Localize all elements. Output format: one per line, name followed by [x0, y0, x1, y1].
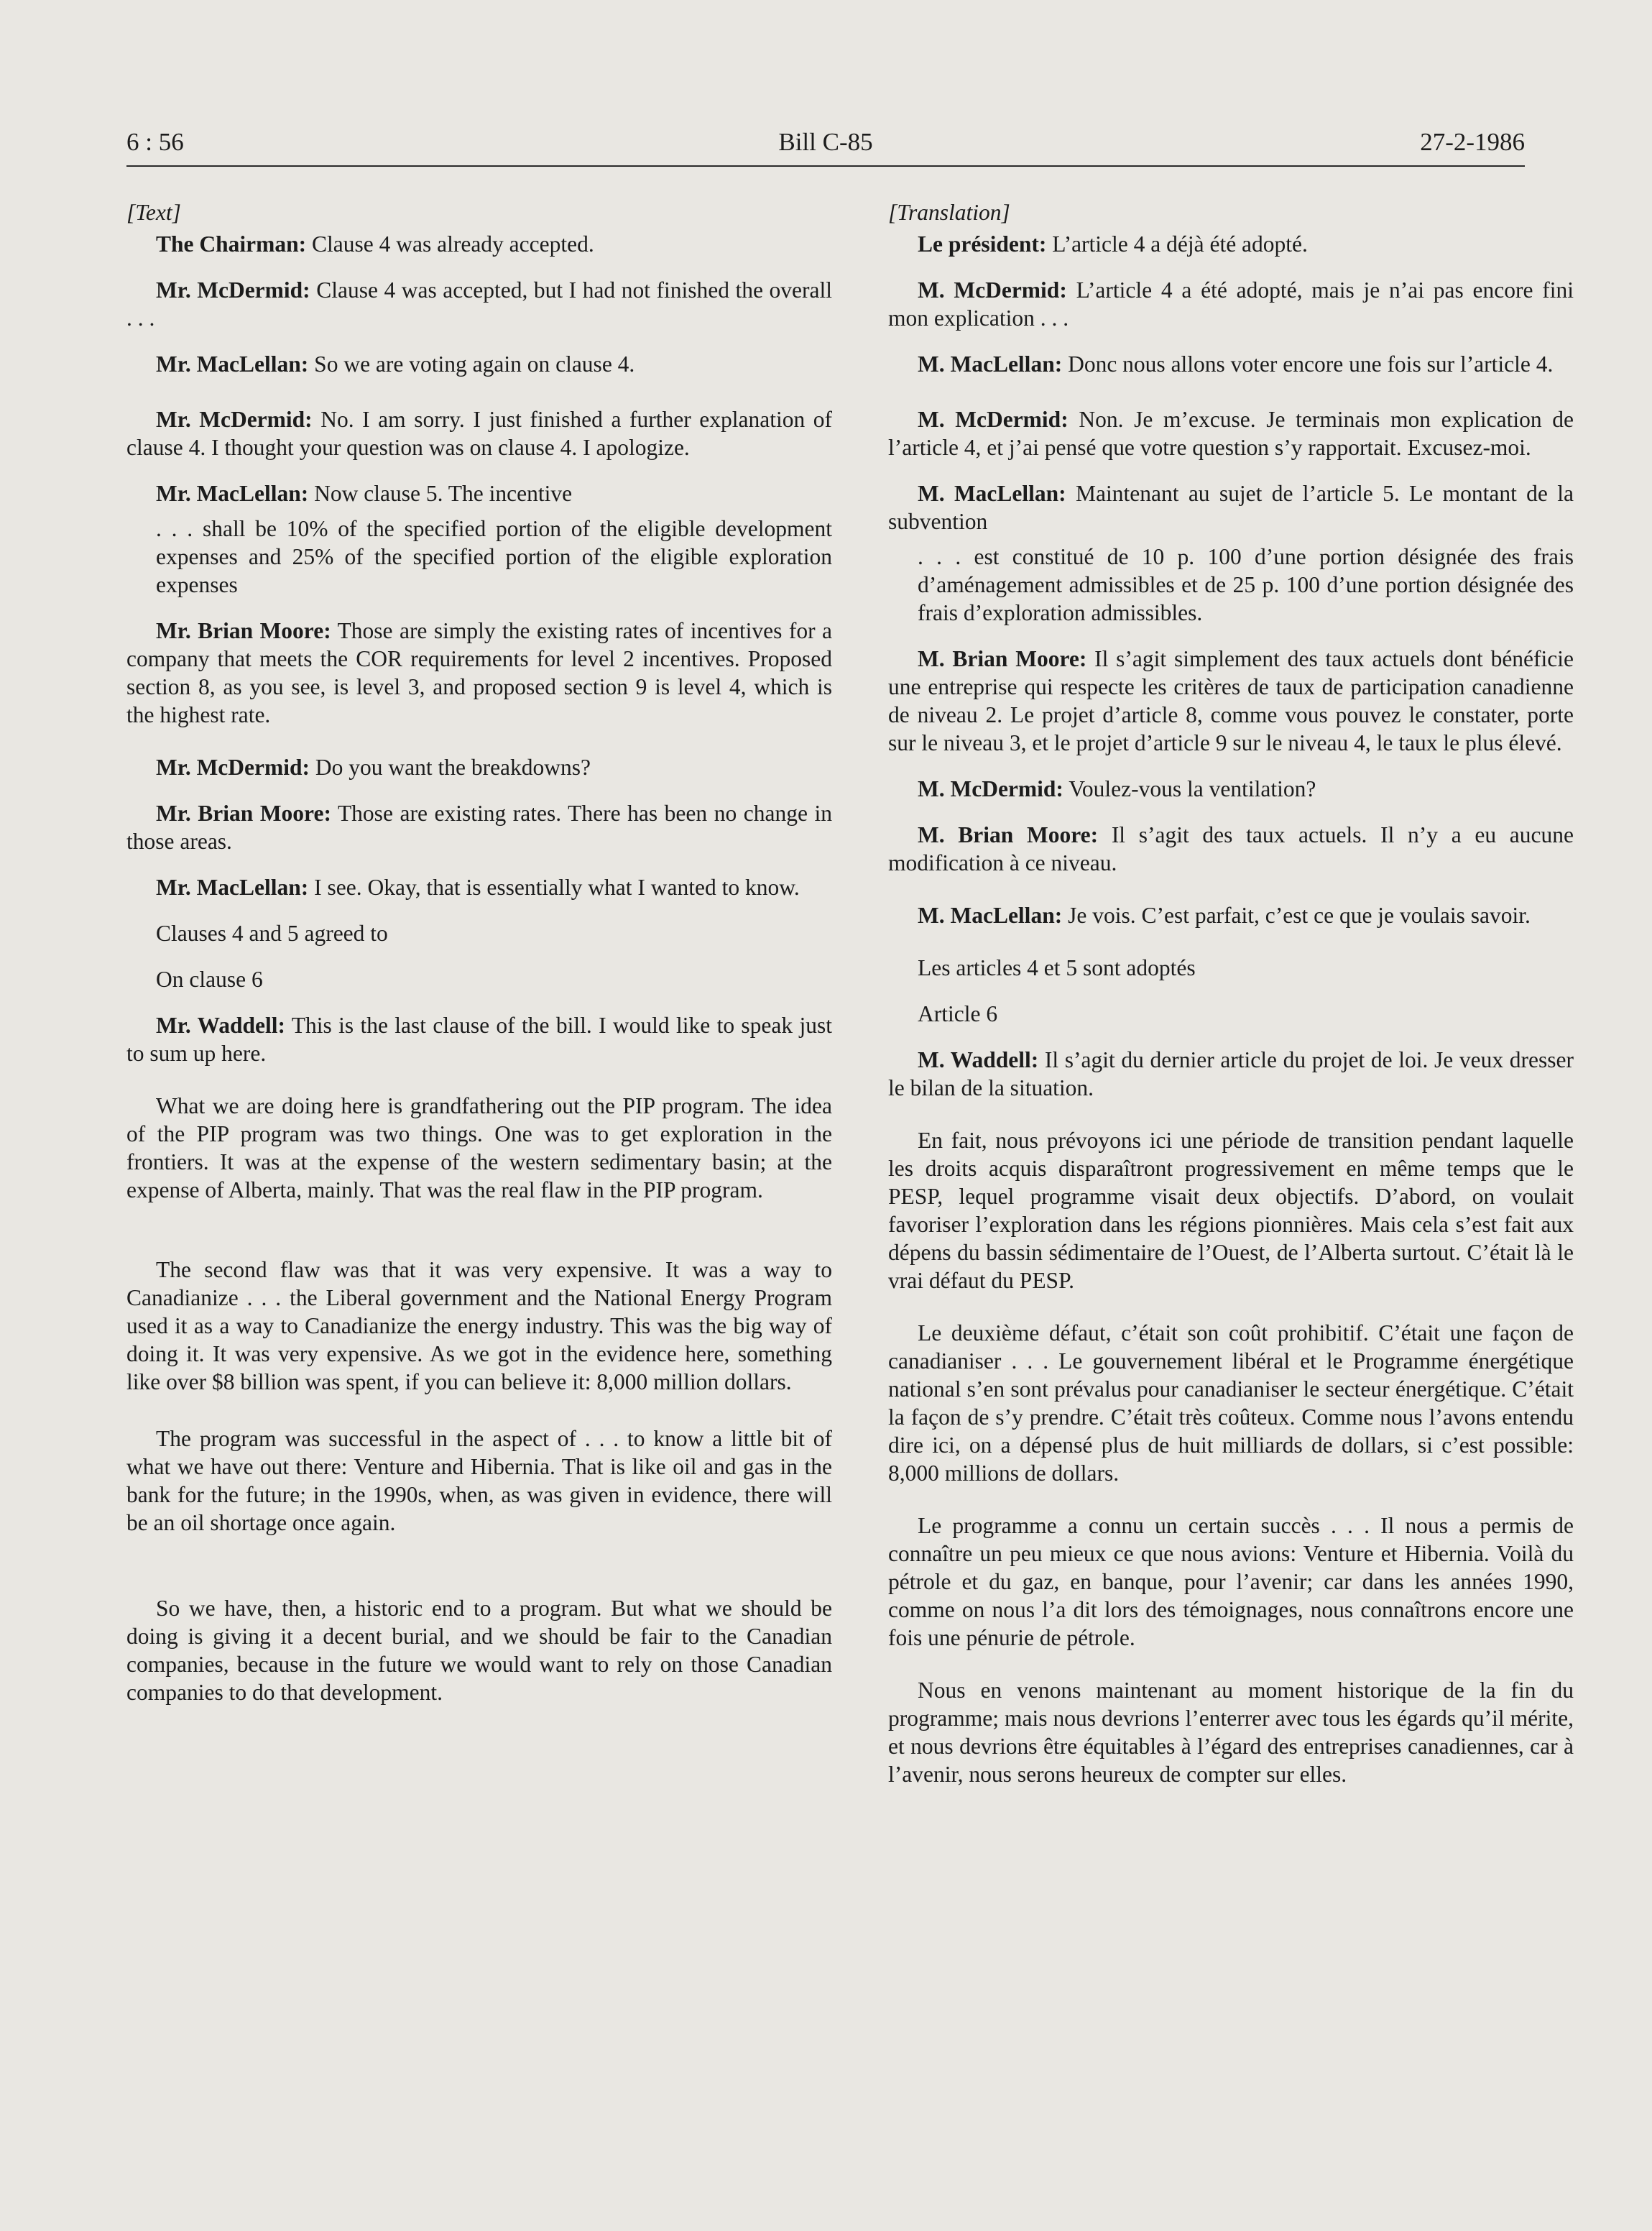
clause-heading: Article 6	[918, 1001, 998, 1026]
speech-text: Donc nous allons voter encore une fois sur l’article 4.	[1062, 351, 1554, 377]
speech-text: Il s’agit des taux actuels. Il n’y a eu aucune modification à ce niveau.	[888, 822, 1574, 875]
speech-paragraph	[888, 276, 1574, 332]
speaker-name: Mr. MacLellan:	[156, 875, 309, 900]
speech-text: Il s’agit simplement des taux actuels dont bénéficie une entreprise qui respecte les critères de taux de participation canadienne de niveau 2. Le projet d’article 8, comme vous pouvez le constater, porte sur le niveau 3, et le projet d’article 9 sur le niveau 4, le taux le plus élevé.	[888, 646, 1574, 755]
speaker-name: M. MacLellan:	[918, 481, 1066, 506]
speech-paragraph	[888, 230, 1574, 258]
speaker-name: Le président:	[918, 231, 1047, 257]
speech-text: No. I am sorry. I just finished a further explanation of clause 4. I thought your question was on clause 4. I apologize.	[126, 407, 832, 460]
speaker-name: M. Brian Moore:	[918, 646, 1087, 671]
speaker-name: M. MacLellan:	[918, 351, 1063, 377]
speech-paragraph	[888, 479, 1574, 535]
speaker-name: M. McDermid:	[918, 277, 1067, 303]
clause-heading: On clause 6	[156, 967, 263, 992]
body-paragraph: The second flaw was that it was very expensive. It was a way to Canadianize . . . the Liberal government and the National Energy Program used it as a way to Canadianize the energy industry. This was the big way of doing it. It was very expensive. As we got in the evidence here, something like over $8 billion was spent, if you can believe it: 8,000 million dollars.	[126, 1257, 832, 1394]
speech-text: Those are simply the existing rates of incentives for a company that meets the COR requirements for level 2 incentives. Proposed section 8, as you see, is level 3, and proposed section 9 is level 4, which is the highest rate.	[126, 618, 832, 727]
speech-paragraph	[126, 753, 832, 781]
speech-paragraph	[126, 405, 832, 461]
body-paragraph: So we have, then, a historic end to a program. But what we should be doing is giving it a decent burial, and we should be fair to the Canadian companies, because in the future we would want to rely on those Canadian companies to do that development.	[126, 1596, 832, 1705]
speech-paragraph	[126, 230, 832, 258]
speech-text: Clause 4 was already accepted.	[306, 231, 594, 257]
speaker-name: Mr. MacLellan:	[156, 481, 309, 506]
header-rule	[126, 165, 1525, 167]
speech-paragraph	[888, 405, 1574, 461]
speech-text: Je vois. C’est parfait, c’est ce que je voulais savoir.	[1062, 903, 1531, 928]
bill-title: Bill C-85	[778, 128, 873, 156]
quoted-clause: . . . est constitué de 10 p. 100 d’une portion désignée des frais d’aménagement admissibles et de 25 p. 100 d’une portion désignée des frais d’exploration admissibles.	[918, 544, 1574, 625]
speech-text: I see. Okay, that is essentially what I wanted to know.	[308, 875, 800, 900]
speech-paragraph	[126, 350, 832, 378]
speech-paragraph	[888, 821, 1574, 877]
page-number: 6 : 56	[126, 128, 184, 156]
speech-text: So we are voting again on clause 4.	[308, 351, 635, 377]
section-label: [Translation]	[888, 200, 1010, 225]
speech-text: Non. Je m’excuse. Je terminais mon explication de l’article 4, et j’ai pensé que votre question s’y rapportait. Excusez-moi.	[888, 407, 1574, 460]
speech-text: L’article 4 a été adopté, mais je n’ai pas encore fini mon explication . . .	[888, 277, 1574, 331]
body-paragraph: The program was successful in the aspect of . . . to know a little bit of what we have out there: Venture and Hibernia. That is like oil and gas in the bank for the future; in the 1990s, when, as was given in evidence, there will be an oil shortage once again.	[126, 1426, 832, 1535]
speaker-name: Mr. McDermid:	[156, 755, 310, 780]
body-paragraph: Le programme a connu un certain succès . . . Il nous a permis de connaître un peu mieux ce que nous avions: Venture et Hibernia. Voilà du pétrole et du gaz, en banque, pour l’avenir; car dans les années 1990, comme on nous l’a dit lors des témoignages, nous connaîtrons encore une fois une pénurie de pétrole.	[888, 1513, 1574, 1650]
speaker-name: Mr. Brian Moore:	[156, 801, 331, 826]
speech-paragraph	[126, 479, 832, 507]
speaker-name: M. McDermid:	[918, 407, 1069, 432]
speaker-name: Mr. MacLellan:	[156, 351, 309, 377]
speech-text: Maintenant au sujet de l’article 5. Le montant de la subvention	[888, 481, 1574, 534]
speech-text: L’article 4 a déjà été adopté.	[1046, 231, 1308, 257]
speaker-name: Mr. Waddell:	[156, 1013, 285, 1038]
speaker-name: M. McDermid:	[918, 776, 1063, 801]
body-paragraph: Le deuxième défaut, c’était son coût prohibitif. C’était une façon de canadianiser . . . Le gouvernement libéral et le Programme énergétique national s’en sont prévalus pour canadianiser le secteur énergétique. C’était la façon de s’y prendre. C’était très coûteux. Comme nous l’avons entendu dire ici, on a dépensé plus de huit milliards de dollars, si c’est possible: 8,000 millions de dollars.	[888, 1320, 1574, 1486]
speech-paragraph	[126, 276, 832, 332]
body-paragraph: Nous en venons maintenant au moment historique de la fin du programme; mais nous devrions l’enterrer avec tous les égards qu’il mérite, et nous devrions être équitables à l’égard des entreprises canadiennes, car à l’avenir, nous serons heureux de compter sur elles.	[888, 1678, 1574, 1787]
speaker-name: M. Waddell:	[918, 1047, 1039, 1072]
speech-paragraph	[888, 1046, 1574, 1102]
speaker-name: The Chairman:	[156, 231, 307, 257]
page-header	[126, 128, 1525, 165]
speech-text: Clause 4 was accepted, but I had not finished the overall . . .	[126, 277, 833, 331]
agreed-note: Clauses 4 and 5 agreed to	[156, 921, 388, 946]
speech-paragraph	[126, 873, 832, 901]
speech-text: Il s’agit du dernier article du projet de loi. Je veux dresser le bilan de la situation.	[888, 1047, 1574, 1100]
speech-paragraph	[126, 799, 832, 855]
speech-paragraph	[888, 775, 1574, 803]
page-date: 27-2-1986	[1420, 128, 1525, 156]
speech-paragraph	[888, 350, 1574, 378]
speaker-name: Mr. Brian Moore:	[156, 618, 331, 643]
body-paragraph: What we are doing here is grandfathering out the PIP program. The idea of the PIP program was two things. One was to get exploration in the frontiers. It was at the expense of the western sedimentary basin; at the expense of Alberta, mainly. That was the real flaw in the PIP program.	[126, 1093, 832, 1202]
speech-paragraph	[888, 645, 1574, 757]
speech-text: Voulez-vous la ventilation?	[1063, 776, 1316, 801]
speaker-name: Mr. McDermid:	[156, 407, 313, 432]
speech-text: Those are existing rates. There has been no change in those areas.	[126, 801, 833, 854]
english-column	[126, 198, 832, 1724]
speaker-name: M. MacLellan:	[918, 903, 1063, 928]
speech-paragraph	[888, 901, 1574, 929]
section-label: [Text]	[126, 200, 181, 225]
speech-text: This is the last clause of the bill. I would like to speak just to sum up here.	[126, 1013, 832, 1066]
speaker-name: M. Brian Moore:	[918, 822, 1099, 847]
speech-paragraph	[126, 617, 832, 729]
quoted-clause: . . . shall be 10% of the specified portion of the eligible development expenses and 25% of the specified portion of the eligible exploration expenses	[156, 516, 832, 597]
french-column	[888, 198, 1574, 1806]
speech-text: Do you want the breakdowns?	[310, 755, 591, 780]
body-paragraph: En fait, nous prévoyons ici une période de transition pendant laquelle les droits acquis disparaîtront progressivement en même temps que le PESP, lequel programme visait deux objectifs. D’abord, on voulait favoriser l’exploration dans les régions pionnières. Mais cela s’est fait aux dépens du bassin sédimentaire de l’Ouest, de l’Alberta surtout. C’était là le vrai défaut du PESP.	[888, 1128, 1574, 1293]
speaker-name: Mr. McDermid:	[156, 277, 310, 303]
speech-paragraph	[126, 1011, 832, 1067]
agreed-note: Les articles 4 et 5 sont adoptés	[918, 955, 1196, 980]
speech-text: Now clause 5. The incentive	[308, 481, 573, 506]
